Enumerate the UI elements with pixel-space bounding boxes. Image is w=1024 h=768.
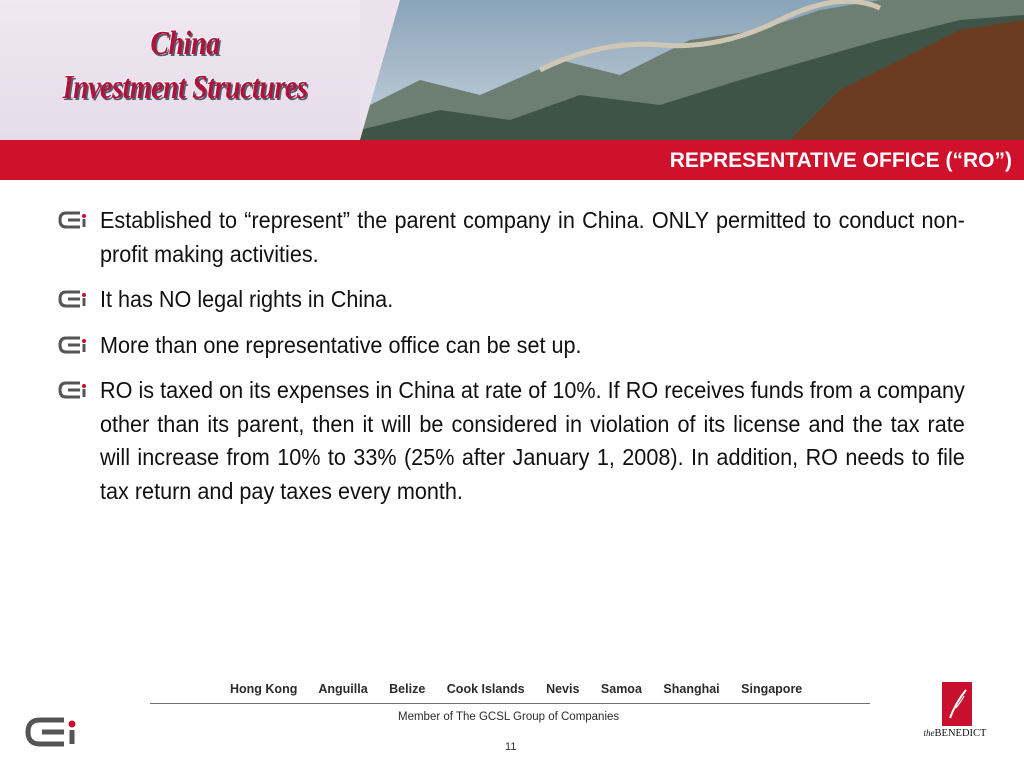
- location-item: Samoa: [600, 682, 642, 696]
- gcsl-bullet-icon: [58, 208, 88, 232]
- title-line-investment-structures: Investment Structures: [62, 69, 308, 106]
- location-item: Hong Kong: [230, 682, 298, 696]
- footer-divider: [150, 703, 870, 704]
- benedict-logo-icon: [918, 682, 992, 746]
- bullet-text: It has NO legal rights in China.: [100, 286, 394, 312]
- location-item: Belize: [389, 682, 426, 696]
- bullet-text: More than one representative office can be set up.: [100, 331, 582, 358]
- location-item: Nevis: [546, 682, 580, 696]
- benedict-name: BENEDICT: [934, 728, 987, 739]
- presentation-title: [0, 22, 370, 110]
- bullet-text: Established to “represent” the parent company in China. ONLY permitted to conduct non-profit making activities.: [100, 207, 965, 267]
- location-item: Shanghai: [663, 682, 720, 696]
- bullet-text: RO is taxed on its expenses in China at rate of 10%. If RO receives funds from a company other than its parent, then it will be considered in violation of its license and the tax rate will increase from 10% to 33% (25% after January 1, 2008). In addition, RO needs to file tax return and pay taxes every month.: [100, 377, 965, 504]
- list-item: [58, 374, 964, 508]
- list-item: [58, 283, 964, 317]
- gcsl-bullet-icon: [58, 378, 88, 402]
- location-item: Anguilla: [318, 682, 368, 696]
- title-line-china: China: [150, 25, 220, 62]
- location-item: Singapore: [741, 682, 803, 696]
- benedict-mark: [942, 682, 972, 726]
- bullet-list: [58, 204, 964, 520]
- section-title: REPRESENTATIVE OFFICE (“RO”): [669, 149, 1012, 172]
- benedict-prefix: the: [923, 728, 935, 738]
- location-item: Cook Islands: [446, 682, 525, 696]
- member-text: Member of The GCSL Group of Companies: [398, 711, 620, 723]
- footer-locations: [230, 682, 820, 696]
- list-item: [58, 329, 964, 363]
- gcsl-bullet-icon: [58, 333, 88, 357]
- list-item: [58, 204, 964, 271]
- benedict-wordmark: [918, 728, 992, 739]
- quill-icon: [942, 682, 972, 726]
- gcsl-bullet-icon: [58, 287, 88, 311]
- great-wall-photo: [360, 0, 1024, 140]
- gcsl-logo-icon: [24, 714, 80, 750]
- page-number: 11: [505, 741, 517, 753]
- header-banner: [0, 0, 1024, 140]
